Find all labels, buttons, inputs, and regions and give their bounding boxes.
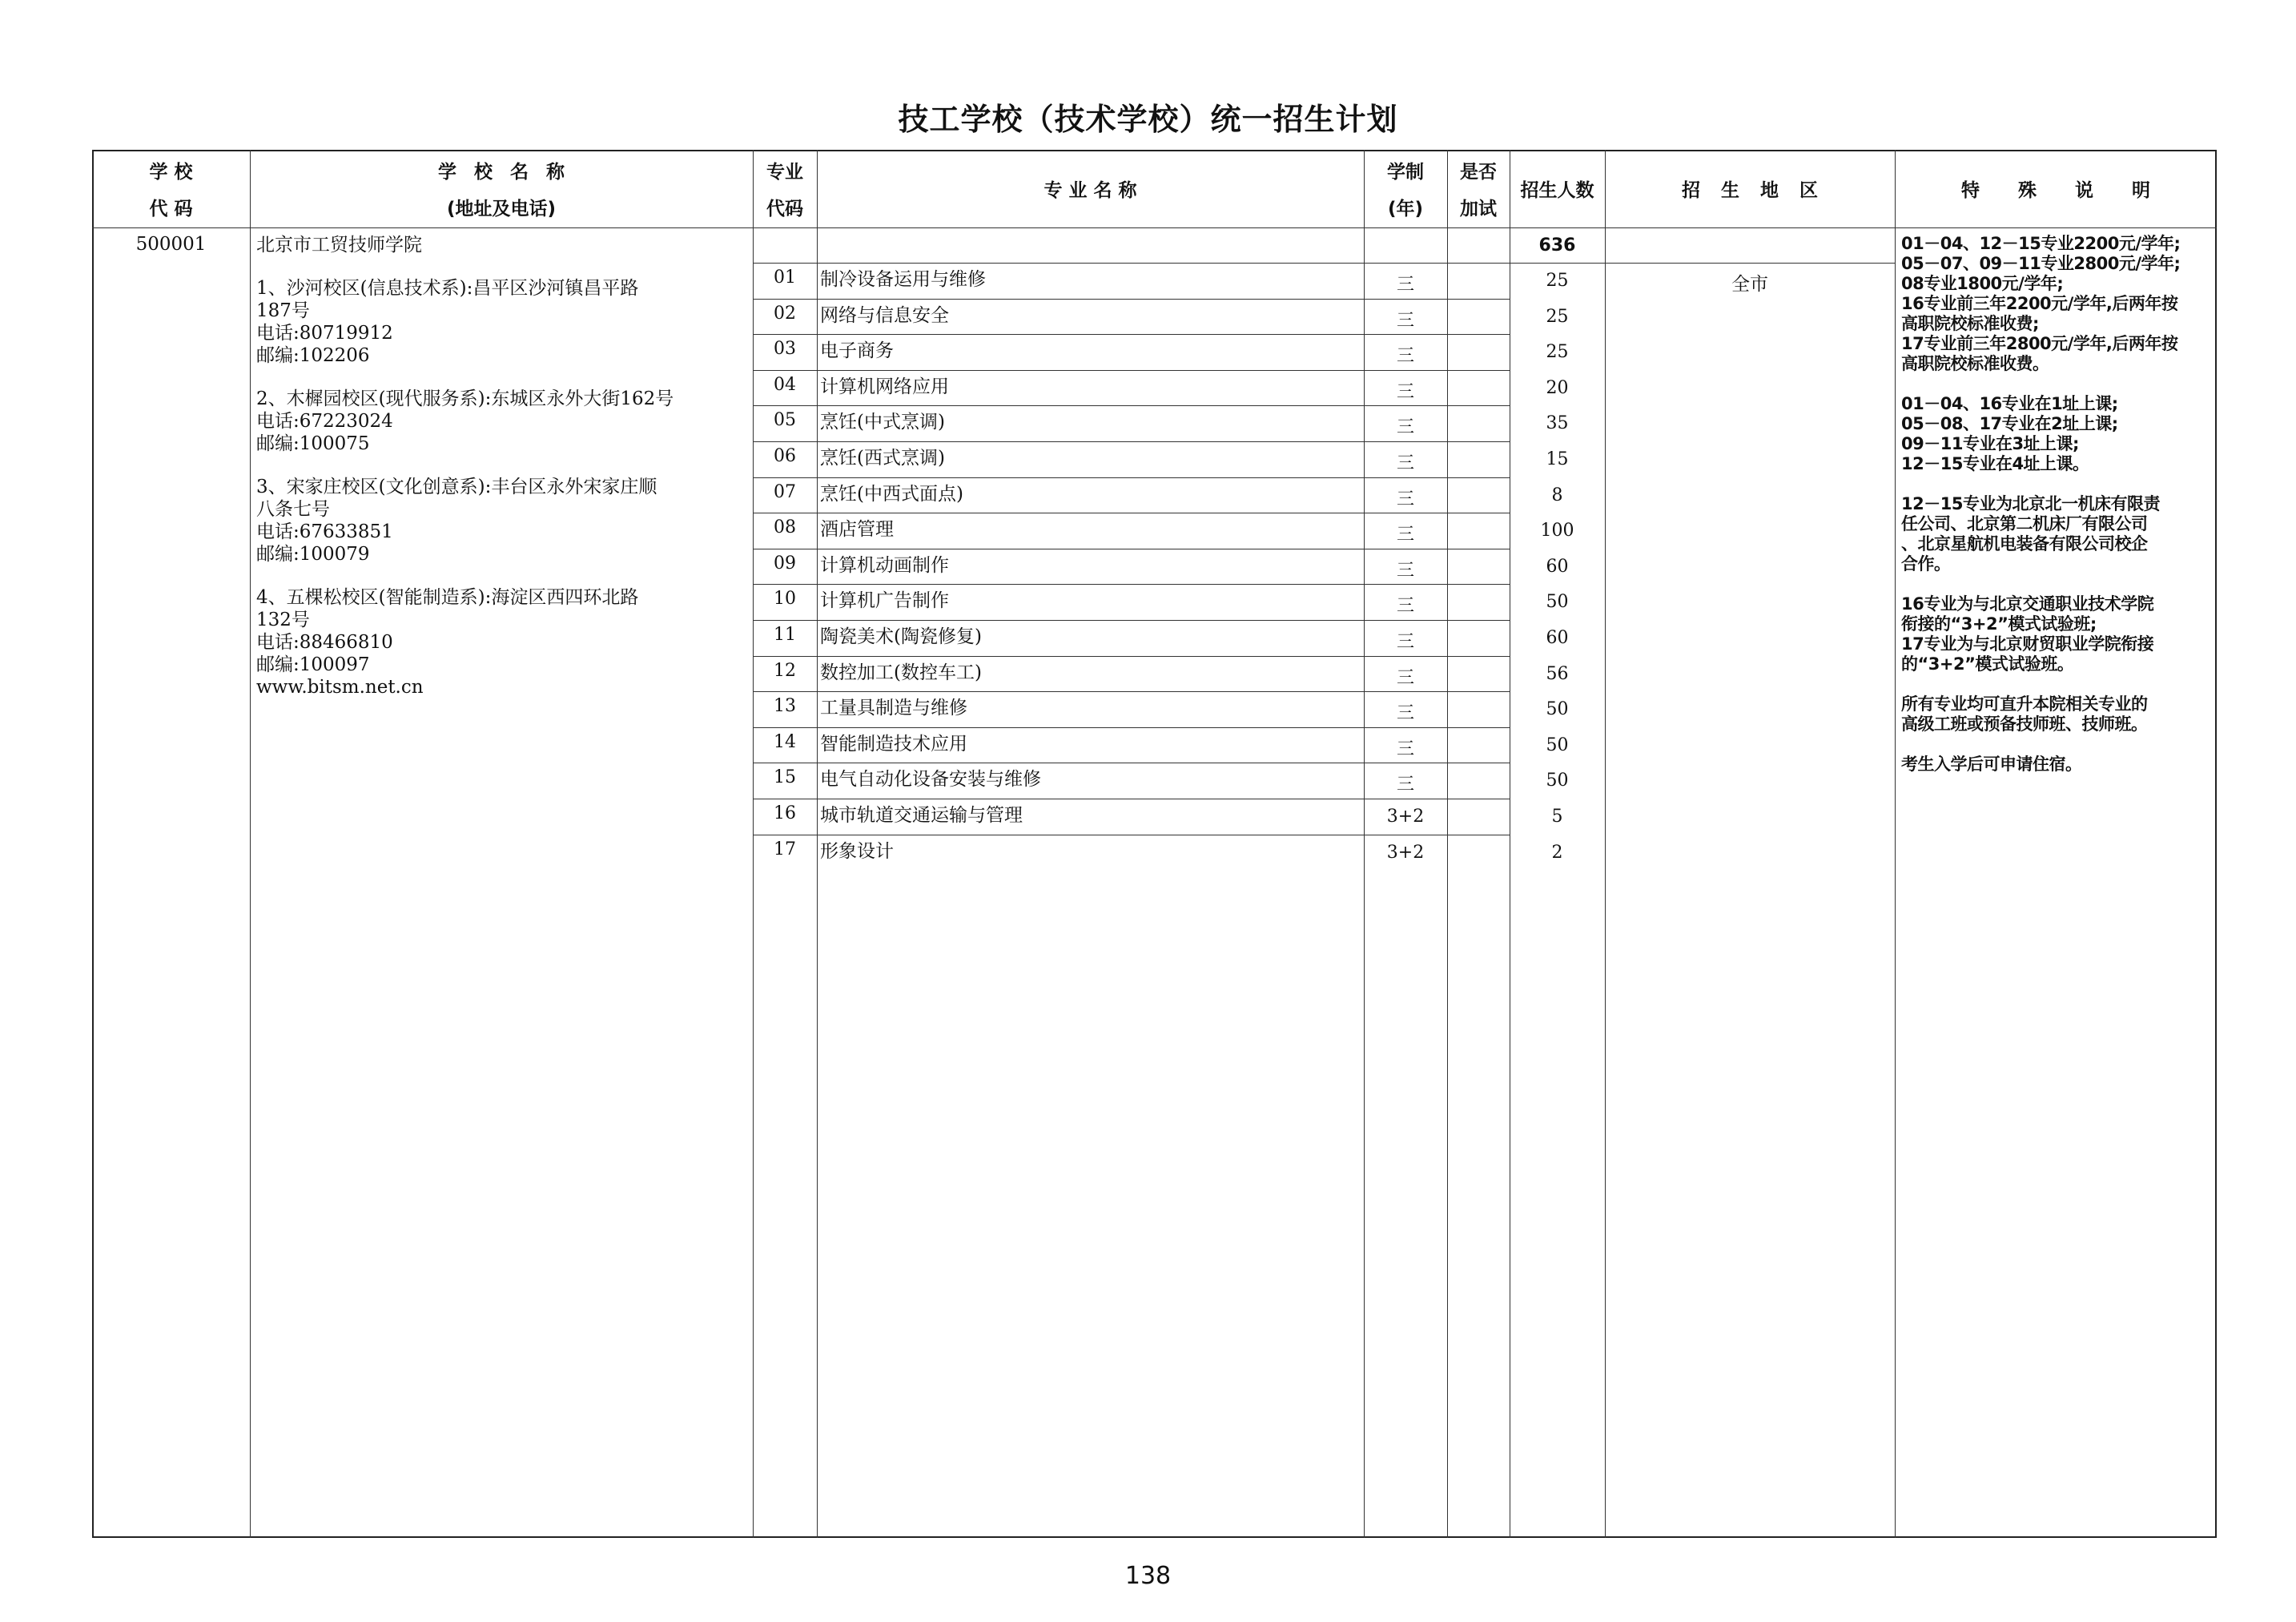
campus-address: 187号	[256, 300, 310, 321]
campus-phone: 电话:80719912	[256, 323, 393, 344]
major-enrollment: 56	[1546, 663, 1569, 684]
campus-address: 132号	[256, 610, 310, 630]
major-enrollment: 8	[1551, 485, 1563, 505]
major-duration: 三	[1396, 560, 1414, 581]
campus-4	[256, 586, 745, 676]
school-info	[256, 234, 745, 698]
major-name: 烹饪(中西式面点)	[820, 483, 963, 505]
major-duration: 三	[1396, 275, 1414, 295]
header-text: 学 校 名 称	[437, 162, 565, 183]
major-enrollment: 60	[1546, 628, 1569, 648]
header-text: 是否	[1460, 162, 1497, 183]
major-enrollment: 100	[1540, 521, 1574, 541]
header-text: (地址及电话)	[446, 199, 557, 219]
note-line: 05－07、09－11专业2800元/学年;	[1901, 254, 2181, 273]
header-duration	[1364, 154, 1447, 227]
major-duration: 三	[1396, 667, 1414, 688]
major-code: 04	[774, 374, 796, 395]
header-major-code	[753, 154, 817, 227]
major-duration: 三	[1396, 381, 1414, 402]
school-website: www.bitsm.net.cn	[256, 677, 424, 698]
note-line: 高职院校标准收费;	[1901, 314, 2039, 333]
major-code: 17	[774, 839, 796, 859]
enrollment-region: 全市	[1731, 274, 1768, 295]
major-duration: 三	[1396, 346, 1414, 367]
major-code: 09	[774, 553, 796, 574]
major-duration: 三	[1396, 739, 1414, 759]
major-code: 10	[774, 589, 796, 610]
note-line: 05－08、17专业在2址上课;	[1901, 414, 2118, 433]
major-code: 14	[774, 731, 796, 752]
row-divider	[753, 263, 1605, 264]
col-divider	[1447, 150, 1448, 1538]
note-line: 、北京星航机电装备有限公司校企	[1901, 534, 2148, 553]
header-school-code	[92, 154, 250, 227]
major-code: 05	[774, 410, 796, 431]
note-line: 的“3+2”模式试验班。	[1901, 654, 2074, 674]
campus-phone: 电话:67633851	[256, 521, 393, 542]
note-line: 任公司、北京第二机床厂有限公司	[1901, 514, 2148, 533]
major-name: 烹饪(中式烹调)	[820, 412, 945, 433]
campus-address: 1、沙河校区(信息技术系):昌平区沙河镇昌平路	[256, 278, 639, 299]
major-code: 01	[774, 268, 796, 288]
note-line: 衔接的“3+2”模式试验班;	[1901, 614, 2097, 634]
notes-partners	[1901, 494, 2218, 574]
row-divider	[753, 299, 1510, 300]
major-code: 15	[774, 767, 796, 788]
notes-upgrade	[1901, 694, 2218, 735]
major-enrollment: 2	[1551, 842, 1563, 863]
major-name: 电子商务	[820, 340, 894, 362]
note-line: 高职院校标准收费。	[1901, 354, 2049, 373]
major-name: 陶瓷美术(陶瓷修复)	[820, 626, 982, 647]
note-line: 所有专业均可直升本院相关专业的	[1901, 694, 2148, 714]
page-title: 技工学校（技术学校）统一招生计划	[898, 102, 1398, 137]
note-line: 17专业前三年2800元/学年,后两年按	[1901, 334, 2178, 353]
col-divider	[250, 150, 251, 1538]
header-region: 招 生 地 区	[1681, 180, 1819, 201]
major-duration: 三	[1396, 525, 1414, 545]
major-enrollment: 60	[1546, 556, 1569, 577]
major-duration: 三	[1396, 775, 1414, 795]
campus-zip: 邮编:100079	[256, 544, 370, 565]
school-code: 500001	[135, 234, 207, 255]
campus-address: 4、五棵松校区(智能制造系):海淀区西四环北路	[256, 587, 639, 608]
major-duration: 三	[1396, 703, 1414, 724]
major-name: 电气自动化设备安装与维修	[820, 769, 1041, 791]
major-enrollment: 15	[1546, 449, 1569, 469]
major-name: 城市轨道交通运输与管理	[820, 805, 1023, 826]
major-code: 13	[774, 696, 796, 717]
major-name: 工量具制造与维修	[820, 698, 967, 719]
major-name: 制冷设备运用与维修	[820, 269, 986, 290]
major-duration: 3+2	[1386, 842, 1425, 863]
major-enrollment: 25	[1546, 306, 1569, 327]
major-name: 智能制造技术应用	[820, 733, 967, 755]
major-enrollment: 25	[1546, 271, 1569, 291]
header-major-name: 专 业 名 称	[1043, 180, 1137, 201]
campus-address: 八条七号	[256, 499, 330, 520]
row-divider	[753, 656, 1510, 657]
major-code: 16	[774, 803, 796, 823]
row-divider	[753, 405, 1510, 406]
note-line: 12－15专业为北京北一机床有限责	[1901, 494, 2160, 513]
major-duration: 三	[1396, 632, 1414, 652]
special-notes	[1901, 234, 2218, 775]
header-text: 学制	[1387, 162, 1424, 183]
major-duration: 三	[1396, 310, 1414, 331]
header-text: 代 码	[149, 199, 193, 219]
major-name: 数控加工(数控车工)	[820, 662, 982, 683]
major-name: 计算机广告制作	[820, 590, 949, 612]
major-enrollment: 50	[1546, 735, 1569, 755]
major-duration: 三	[1396, 453, 1414, 473]
page-number: 138	[1124, 1562, 1172, 1590]
major-name: 网络与信息安全	[820, 304, 949, 326]
campus-2	[256, 388, 745, 455]
row-divider	[753, 584, 1510, 585]
note-line: 17专业为与北京财贸职业学院衔接	[1901, 634, 2154, 654]
major-duration: 三	[1396, 417, 1414, 438]
note-line: 16专业为与北京交通职业技术学院	[1901, 594, 2154, 614]
header-enrollment: 招生人数	[1520, 180, 1594, 201]
note-line: 08专业1800元/学年;	[1901, 274, 2064, 293]
notes-locations	[1901, 394, 2218, 474]
campus-3	[256, 476, 745, 565]
notes-fees	[1901, 234, 2218, 374]
header-text: (年)	[1387, 199, 1424, 219]
school-name: 北京市工贸技师学院	[256, 235, 422, 256]
col-divider	[817, 150, 818, 1538]
major-enrollment: 20	[1546, 377, 1569, 398]
campus-zip: 邮编:100097	[256, 654, 370, 675]
major-code: 07	[774, 481, 796, 502]
major-name: 形象设计	[820, 840, 894, 862]
major-code: 02	[774, 303, 796, 324]
major-code: 06	[774, 446, 796, 466]
row-divider	[753, 477, 1510, 478]
row-divider	[753, 620, 1510, 621]
row-divider	[753, 727, 1510, 728]
note-line: 01－04、16专业在1址上课;	[1901, 394, 2118, 413]
major-enrollment: 35	[1546, 413, 1569, 434]
note-line: 16专业前三年2200元/学年,后两年按	[1901, 294, 2178, 313]
header-text: 学 校	[149, 162, 193, 183]
note-line: 合作。	[1901, 554, 1951, 574]
row-divider	[753, 334, 1510, 335]
campus-1	[256, 277, 745, 367]
campus-zip: 邮编:102206	[256, 345, 370, 366]
header-extra-test	[1447, 154, 1510, 227]
major-duration: 三	[1396, 596, 1414, 617]
campus-address: 2、木樨园校区(现代服务系):东城区永外大街162号	[256, 388, 674, 409]
major-enrollment: 50	[1546, 592, 1569, 613]
major-enrollment: 50	[1546, 699, 1569, 720]
major-code: 12	[774, 660, 796, 681]
row-divider	[753, 691, 1510, 692]
campus-zip: 邮编:100075	[256, 433, 370, 454]
row-divider	[753, 370, 1510, 371]
header-school-name	[250, 154, 753, 227]
col-divider	[1895, 150, 1896, 1538]
col-divider	[1605, 150, 1606, 1538]
note-line: 12－15专业在4址上课。	[1901, 454, 2089, 473]
campus-phone: 电话:67223024	[256, 411, 393, 432]
notes-dorm: 考生入学后可申请住宿。	[1901, 755, 2082, 774]
header-text: 代码	[766, 199, 803, 219]
header-text: 专业	[766, 162, 803, 183]
major-name: 酒店管理	[820, 519, 894, 541]
major-code: 11	[774, 625, 796, 645]
major-code: 03	[774, 339, 796, 360]
major-name: 计算机动画制作	[820, 554, 949, 576]
note-line: 高级工班或预备技师班、技师班。	[1901, 714, 2148, 734]
major-enrollment: 5	[1551, 807, 1563, 827]
row-divider	[1605, 263, 1895, 264]
major-duration: 3+2	[1386, 807, 1425, 827]
major-name: 烹饪(西式烹调)	[820, 448, 945, 469]
major-enrollment: 50	[1546, 771, 1569, 791]
major-duration: 三	[1396, 489, 1414, 509]
note-line: 01－04、12－15专业2200元/学年;	[1901, 234, 2181, 253]
note-line: 09－11专业在3址上课;	[1901, 434, 2079, 453]
campus-address: 3、宋家庄校区(文化创意系):丰台区永外宋家庄顺	[256, 477, 657, 497]
header-divider	[92, 227, 2217, 228]
total-enrollment: 636	[1538, 235, 1576, 256]
row-divider	[753, 441, 1510, 442]
header-notes: 特 殊 说 明	[1960, 180, 2151, 201]
header-text: 加试	[1460, 199, 1497, 219]
major-enrollment: 25	[1546, 342, 1569, 363]
notes-pathways	[1901, 594, 2218, 674]
major-name: 计算机网络应用	[820, 376, 949, 397]
major-code: 08	[774, 517, 796, 538]
campus-phone: 电话:88466810	[256, 632, 393, 653]
